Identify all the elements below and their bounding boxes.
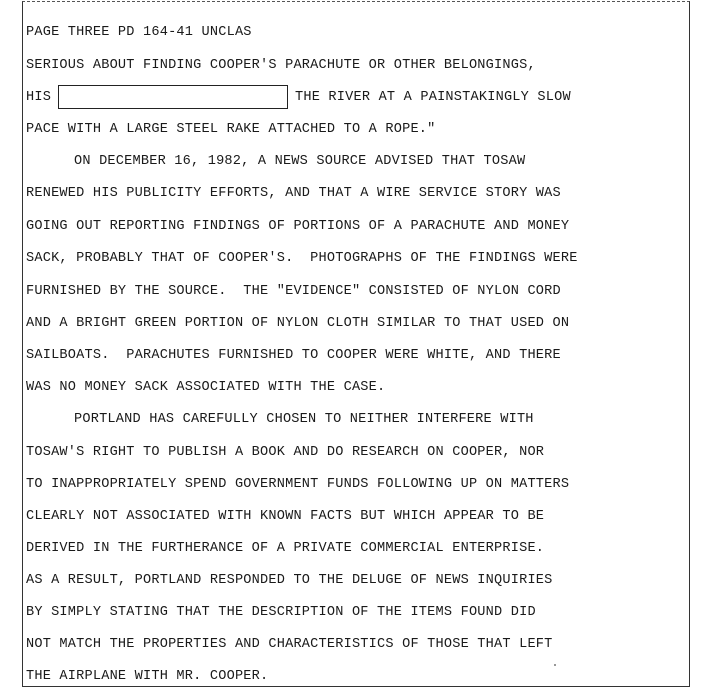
text-line: SAILBOATS. PARACHUTES FURNISHED TO COOPER WERE WHITE, AND THERE <box>26 348 561 363</box>
text-line: SACK, PROBABLY THAT OF COOPER'S. PHOTOGRAPHS OF THE FINDINGS WERE <box>26 251 578 266</box>
text-line: CLEARLY NOT ASSOCIATED WITH KNOWN FACTS BUT WHICH APPEAR TO BE <box>26 509 545 524</box>
paragraph-start-line: ON DECEMBER 16, 1982, A NEWS SOURCE ADVISED THAT TOSAW <box>74 154 526 169</box>
redaction-box <box>58 85 288 109</box>
paragraph-start-line: PORTLAND HAS CAREFULLY CHOSEN TO NEITHER INTERFERE WITH <box>74 412 534 427</box>
text-line: FURNISHED BY THE SOURCE. THE "EVIDENCE" CONSISTED OF NYLON CORD <box>26 284 561 299</box>
text-line: RENEWED HIS PUBLICITY EFFORTS, AND THAT A WIRE SERVICE STORY WAS <box>26 186 561 201</box>
text-line: TOSAW'S RIGHT TO PUBLISH A BOOK AND DO RESEARCH ON COOPER, NOR <box>26 445 545 460</box>
text-line: NOT MATCH THE PROPERTIES AND CHARACTERISTICS OF THOSE THAT LEFT <box>26 637 553 652</box>
text-line: HIS <box>26 90 52 105</box>
text-line: THE AIRPLANE WITH MR. COOPER. <box>26 669 269 684</box>
text-line: AS A RESULT, PORTLAND RESPONDED TO THE DELUGE OF NEWS INQUIRIES <box>26 573 553 588</box>
page-header: PAGE THREE PD 164-41 UNCLAS <box>26 25 252 40</box>
text-line: TO INAPPROPRIATELY SPEND GOVERNMENT FUNDS FOLLOWING UP ON MATTERS <box>26 477 570 492</box>
text-line: WAS NO MONEY SACK ASSOCIATED WITH THE CASE. <box>26 380 386 395</box>
text-line: AND A BRIGHT GREEN PORTION OF NYLON CLOTH SIMILAR TO THAT USED ON <box>26 316 570 331</box>
text-line: THE RIVER AT A PAINSTAKINGLY SLOW <box>295 90 571 105</box>
scan-speck <box>554 664 556 666</box>
text-line: PACE WITH A LARGE STEEL RAKE ATTACHED TO A ROPE." <box>26 122 436 137</box>
text-line: BY SIMPLY STATING THAT THE DESCRIPTION OF THE ITEMS FOUND DID <box>26 605 536 620</box>
text-line: SERIOUS ABOUT FINDING COOPER'S PARACHUTE OR OTHER BELONGINGS, <box>26 58 536 73</box>
text-line: DERIVED IN THE FURTHERANCE OF A PRIVATE COMMERCIAL ENTERPRISE. <box>26 541 545 556</box>
text-line: GOING OUT REPORTING FINDINGS OF PORTIONS OF A PARACHUTE AND MONEY <box>26 219 570 234</box>
